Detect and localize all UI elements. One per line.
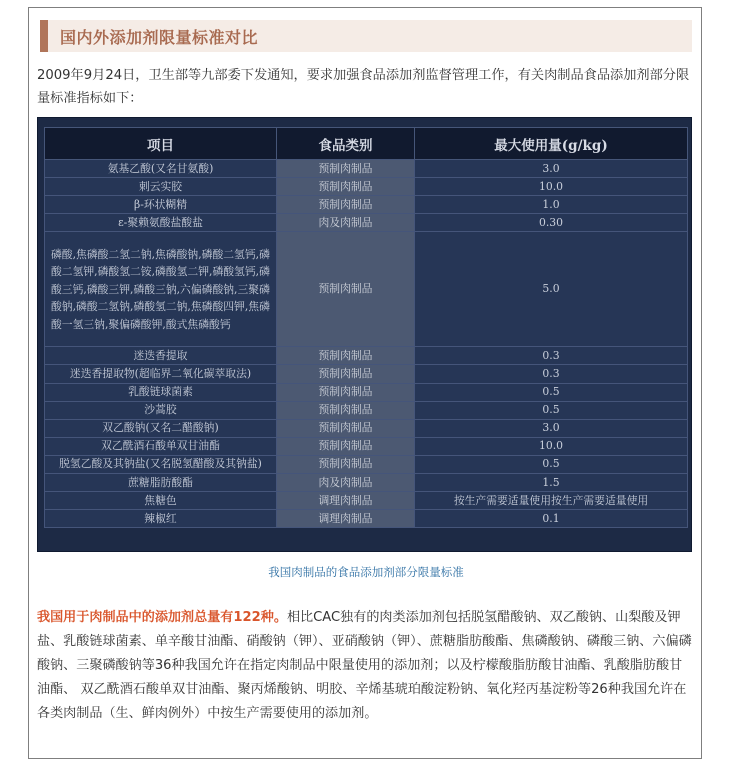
table-row bbox=[45, 510, 688, 528]
table-row bbox=[45, 196, 688, 214]
cell-item: 焦糖色 bbox=[45, 492, 277, 510]
cell-item: 脱氢乙酸及其钠盐(又名脱氢醋酸及其钠盐) bbox=[45, 455, 277, 473]
header-max-amount: 最大使用量(g/kg) bbox=[415, 128, 688, 160]
highlight-text: 我国用于肉制品中的添加剂总量有122种。 bbox=[37, 610, 287, 625]
article-frame bbox=[28, 7, 702, 759]
cell-amount: 0.5 bbox=[415, 455, 688, 473]
table-row bbox=[45, 474, 688, 492]
cell-amount: 0.30 bbox=[415, 214, 688, 232]
table-caption: 我国肉制品的食品添加剂部分限量标准 bbox=[268, 565, 464, 579]
cell-category: 预制肉制品 bbox=[277, 383, 415, 401]
table-row bbox=[45, 492, 688, 510]
cell-item: 双乙酰酒石酸单双甘油酯 bbox=[45, 437, 277, 455]
table-row bbox=[45, 437, 688, 455]
table-row bbox=[45, 160, 688, 178]
table-row bbox=[45, 383, 688, 401]
header-category: 食品类别 bbox=[277, 128, 415, 160]
cell-amount: 1.5 bbox=[415, 474, 688, 492]
cell-amount: 3.0 bbox=[415, 419, 688, 437]
table-row bbox=[45, 455, 688, 473]
cell-category: 预制肉制品 bbox=[277, 401, 415, 419]
standards-table-image bbox=[37, 117, 692, 552]
cell-item: 辣椒红 bbox=[45, 510, 277, 528]
cell-category: 预制肉制品 bbox=[277, 365, 415, 383]
table-row bbox=[45, 214, 688, 232]
cell-category: 预制肉制品 bbox=[277, 232, 415, 347]
cell-category: 肉及肉制品 bbox=[277, 214, 415, 232]
cell-amount: 0.3 bbox=[415, 347, 688, 365]
cell-amount: 0.5 bbox=[415, 383, 688, 401]
cell-item: ε-聚赖氨酸盐酸盐 bbox=[45, 214, 277, 232]
cell-item: 迷迭香提取 bbox=[45, 347, 277, 365]
cell-item: 刺云实胶 bbox=[45, 178, 277, 196]
cell-category: 预制肉制品 bbox=[277, 160, 415, 178]
cell-amount: 0.3 bbox=[415, 365, 688, 383]
cell-amount: 0.5 bbox=[415, 401, 688, 419]
cell-category: 预制肉制品 bbox=[277, 437, 415, 455]
table-row bbox=[45, 232, 688, 347]
table-row bbox=[45, 178, 688, 196]
cell-item: 磷酸,焦磷酸二氢二钠,焦磷酸钠,磷酸二氢钙,磷酸二氢钾,磷酸氢二铵,磷酸氢二钾,磷酸氢钙,磷酸三钙,磷酸三钾,磷酸三钠,六偏磷酸钠,三聚磷酸钠,磷酸二氢钠,磷酸氢二钠,焦磷酸四钾,焦磷酸一氢三钠,聚偏磷酸钾,酸式焦磷酸钙 bbox=[45, 232, 277, 347]
body-text: 相比CAC独有的肉类添加剂包括脱氢醋酸钠、双乙酸钠、山梨酸及钾盐、乳酸链球菌素、单辛酸甘油酯、硝酸钠（钾）、亚硝酸钠（钾）、蔗糖脂肪酸酯、焦磷酸钠、磷酸三钠、六偏磷酸钠、三聚磷酸钠等36种我国允许在指定肉制品中限量使用的添加剂；以及柠檬酸脂肪酸甘油酯、乳酸脂肪酸甘油酯、 双乙酰酒石酸单双甘油酯、聚丙烯酸钠、明胶、辛烯基琥珀酸淀粉钠、氧化羟丙基淀粉等26种我国允许在各类肉制品（生、鲜肉例外）中按生产需要使用的添加剂。 bbox=[37, 610, 692, 721]
cell-category: 预制肉制品 bbox=[277, 455, 415, 473]
cell-category: 预制肉制品 bbox=[277, 419, 415, 437]
standards-table bbox=[44, 127, 688, 528]
section-title: 国内外添加剂限量标准对比 bbox=[60, 27, 259, 47]
table-row bbox=[45, 347, 688, 365]
cell-category: 调理肉制品 bbox=[277, 510, 415, 528]
cell-amount: 1.0 bbox=[415, 196, 688, 214]
cell-category: 肉及肉制品 bbox=[277, 474, 415, 492]
table-row bbox=[45, 365, 688, 383]
cell-amount: 10.0 bbox=[415, 437, 688, 455]
cell-amount: 10.0 bbox=[415, 178, 688, 196]
header-item: 项目 bbox=[45, 128, 277, 160]
cell-item: 沙蒿胶 bbox=[45, 401, 277, 419]
cell-category: 预制肉制品 bbox=[277, 196, 415, 214]
cell-amount: 按生产需要适量使用按生产需要适量使用 bbox=[415, 492, 688, 510]
cell-category: 调理肉制品 bbox=[277, 492, 415, 510]
cell-amount: 5.0 bbox=[415, 232, 688, 347]
cell-item: 迷迭香提取物(超临界二氧化碳萃取法) bbox=[45, 365, 277, 383]
cell-item: 双乙酸钠(又名二醋酸钠) bbox=[45, 419, 277, 437]
cell-item: β-环状糊精 bbox=[45, 196, 277, 214]
cell-category: 预制肉制品 bbox=[277, 347, 415, 365]
cell-category: 预制肉制品 bbox=[277, 178, 415, 196]
table-header-row bbox=[45, 128, 688, 160]
body-paragraph bbox=[37, 606, 693, 726]
cell-item: 乳酸链球菌素 bbox=[45, 383, 277, 401]
cell-item: 氨基乙酸(又名甘氨酸) bbox=[45, 160, 277, 178]
cell-item: 蔗糖脂肪酸酯 bbox=[45, 474, 277, 492]
table-row bbox=[45, 419, 688, 437]
cell-amount: 0.1 bbox=[415, 510, 688, 528]
cell-amount: 3.0 bbox=[415, 160, 688, 178]
section-title-bar bbox=[40, 20, 692, 52]
intro-paragraph: 2009年9月24日，卫生部等九部委下发通知，要求加强食品添加剂监督管理工作，有关肉制品食品添加剂部分限量标准指标如下： bbox=[37, 68, 690, 106]
table-row bbox=[45, 401, 688, 419]
